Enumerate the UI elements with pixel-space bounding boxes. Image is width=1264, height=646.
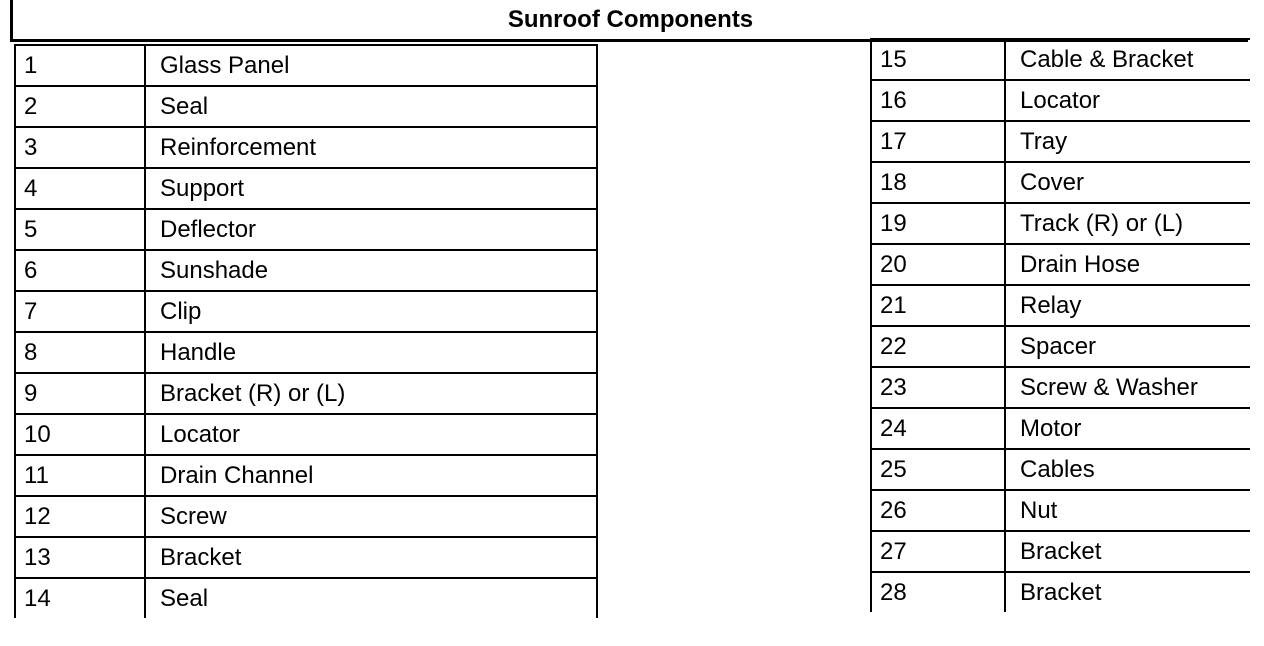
item-name: Cable & Bracket [1005, 39, 1250, 80]
item-number: 9 [15, 373, 145, 414]
item-number: 6 [15, 250, 145, 291]
item-number: 26 [871, 490, 1005, 531]
item-number: 3 [15, 127, 145, 168]
table-row [15, 127, 597, 168]
item-number: 23 [871, 367, 1005, 408]
table-row [15, 455, 597, 496]
table-row [871, 285, 1250, 326]
table-row [871, 408, 1250, 449]
item-number: 7 [15, 291, 145, 332]
item-name: Locator [1005, 80, 1250, 121]
item-number: 14 [15, 578, 145, 618]
item-name: Track (R) or (L) [1005, 203, 1250, 244]
item-name: Cover [1005, 162, 1250, 203]
item-name: Bracket [1005, 531, 1250, 572]
item-name: Drain Channel [145, 455, 597, 496]
table-row [871, 367, 1250, 408]
item-number: 17 [871, 121, 1005, 162]
table-row [15, 537, 597, 578]
item-name: Cables [1005, 449, 1250, 490]
table-row [15, 209, 597, 250]
table-row [15, 291, 597, 332]
item-name: Seal [145, 578, 597, 618]
table-row [15, 168, 597, 209]
item-name: Support [145, 168, 597, 209]
item-number: 20 [871, 244, 1005, 285]
item-name: Handle [145, 332, 597, 373]
item-number: 25 [871, 449, 1005, 490]
item-number: 4 [15, 168, 145, 209]
item-number: 10 [15, 414, 145, 455]
item-name: Sunshade [145, 250, 597, 291]
item-number: 8 [15, 332, 145, 373]
item-number: 11 [15, 455, 145, 496]
table-row [871, 39, 1250, 80]
table-row [871, 531, 1250, 572]
item-name: Locator [145, 414, 597, 455]
table-row [871, 80, 1250, 121]
table-row [15, 496, 597, 537]
table-row [15, 86, 597, 127]
components-table-right [870, 38, 1250, 612]
table-row [15, 45, 597, 86]
item-name: Screw & Washer [1005, 367, 1250, 408]
item-number: 5 [15, 209, 145, 250]
item-name: Drain Hose [1005, 244, 1250, 285]
table-row [871, 572, 1250, 612]
item-name: Clip [145, 291, 597, 332]
item-number: 21 [871, 285, 1005, 326]
item-name: Screw [145, 496, 597, 537]
item-number: 13 [15, 537, 145, 578]
item-name: Seal [145, 86, 597, 127]
item-number: 24 [871, 408, 1005, 449]
item-name: Bracket (R) or (L) [145, 373, 597, 414]
item-name: Deflector [145, 209, 597, 250]
table-row [871, 326, 1250, 367]
table-row [15, 250, 597, 291]
item-name: Bracket [145, 537, 597, 578]
item-name: Glass Panel [145, 45, 597, 86]
item-number: 1 [15, 45, 145, 86]
table-row [15, 373, 597, 414]
table-row [15, 414, 597, 455]
item-number: 19 [871, 203, 1005, 244]
item-number: 15 [871, 39, 1005, 80]
item-number: 16 [871, 80, 1005, 121]
item-number: 12 [15, 496, 145, 537]
table-row [871, 121, 1250, 162]
table-row [871, 203, 1250, 244]
item-number: 28 [871, 572, 1005, 612]
table-row [15, 332, 597, 373]
table-title: Sunroof Components [10, 0, 1248, 42]
item-name: Motor [1005, 408, 1250, 449]
components-table-left [14, 44, 598, 618]
item-number: 22 [871, 326, 1005, 367]
table-row [15, 578, 597, 618]
table-row [871, 490, 1250, 531]
item-name: Nut [1005, 490, 1250, 531]
table-row [871, 449, 1250, 490]
item-number: 27 [871, 531, 1005, 572]
item-name: Reinforcement [145, 127, 597, 168]
item-name: Spacer [1005, 326, 1250, 367]
item-name: Tray [1005, 121, 1250, 162]
table-row [871, 244, 1250, 285]
item-name: Bracket [1005, 572, 1250, 612]
item-number: 18 [871, 162, 1005, 203]
item-number: 2 [15, 86, 145, 127]
table-row [871, 162, 1250, 203]
item-name: Relay [1005, 285, 1250, 326]
